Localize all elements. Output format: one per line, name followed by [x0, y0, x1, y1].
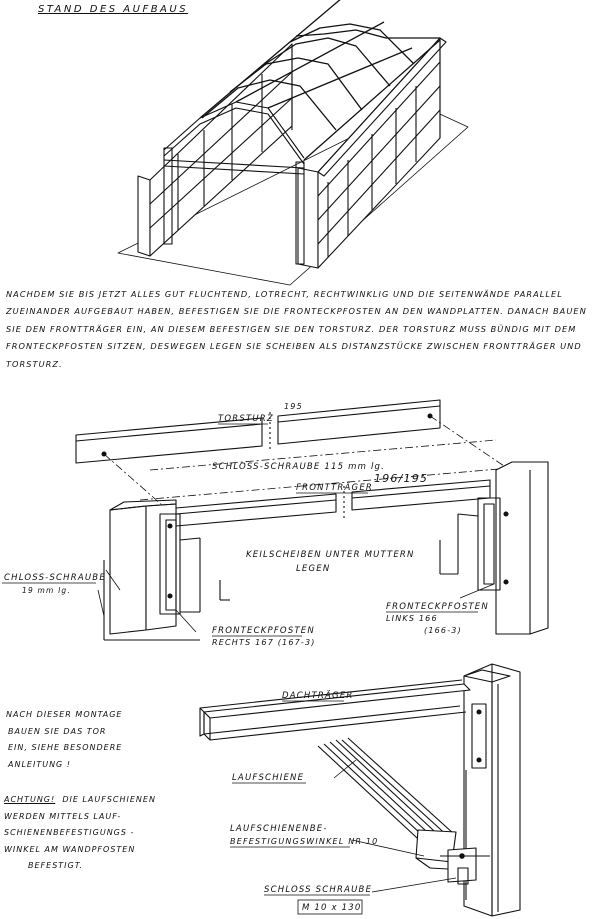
label-post-left-1: FRONTECKPFOSTEN — [386, 602, 489, 612]
note-line-3: EIN, SIEHE BESONDERE — [8, 743, 123, 752]
label-post-left-2: LINKS 166 — [386, 614, 438, 623]
note-line-2: BAUEN SIE DAS TOR — [8, 726, 107, 736]
label-schloss-schraube-long: SCHLOSS-SCHRAUBE 115 mm lg. — [212, 462, 386, 472]
label-frontraeger-number: 196/195 — [374, 472, 429, 485]
label-schloss-schraube-rail: SCHLOSS SCHRAUBE — [264, 885, 373, 895]
warning-line-5: BEFESTIGT. — [28, 861, 84, 870]
dachtraeger-beam — [200, 680, 470, 740]
label-schloss-size: M 10 x 130 — [302, 903, 362, 913]
label-torsturz: TORSTURZ — [218, 414, 274, 424]
warning-line-4: WINKEL AM WANDPFOSTEN — [4, 844, 136, 854]
label-torsturz-number: 195 — [284, 402, 303, 411]
laufschiene-rail — [318, 738, 466, 870]
label-keilscheiben-1: KEILSCHEIBEN UNTER MUTTERN — [246, 550, 415, 560]
label-schloss-schraube-short: CHLOSS-SCHRAUBE — [4, 573, 106, 583]
label-frontraeger: FRONTTRÄGER — [296, 483, 374, 493]
label-keilscheiben-2: LEGEN — [296, 564, 331, 574]
warning-line-3: SCHIENENBEFESTIGUNGS - — [4, 828, 135, 837]
intro-paragraph: NACHDEM SIE BIS JETZT ALLES GUT FLUCHTEND, LOTRECHT, RECHTWINKLIG UND DIE SEITENWÄNDE PARALLEL ZUEINANDER AUFGEBAUT HABEN, BEFESTIGEN SIE DIE FRONTECKPFOSTEN AN DEN WANDPLATTEN. DANACH BAUEN SIE DEN FRONTTRÄGER EIN, AN DIESEM BEFESTIGEN SIE DEN TORSTURZ. DER TORSTURZ MUSS BÜNDIG MIT DEM FRONTECKPFOSTEN SITZEN, DESWEGEN LEGEN SIE SCHEIBEN ALS DISTANZSTÜCKE ZWISCHEN FRONTTRÄGER UND TORSTURZ. — [6, 289, 587, 369]
label-laufschiene: LAUFSCHIENE — [232, 773, 305, 783]
label-dachtraeger: DACHTRÄGER — [282, 691, 354, 701]
label-winkel-2: BEFESTIGUNGSWINKEL NR 10 — [230, 837, 379, 846]
section-heading: STAND DES AUFBAUS — [38, 4, 189, 15]
warning-line-1-rest: DIE LAUFSCHIENEN — [62, 795, 156, 804]
label-post-right-2: RECHTS 167 (167-3) — [212, 638, 316, 647]
warning-word: ACHTUNG! — [4, 795, 56, 804]
label-post-left-3: (166-3) — [424, 626, 462, 635]
warning-line-2: WERDEN MITTELS LAUF- — [4, 811, 122, 821]
label-schloss-schraube-length: 19 mm lg. — [22, 586, 71, 595]
label-winkel-1: LAUFSCHIENENBE- — [230, 824, 328, 834]
note-line-1: NACH DIESER MONTAGE — [6, 710, 123, 719]
note-line-4: ANLEITUNG ! — [8, 759, 72, 769]
label-post-right-1: FRONTECKPFOSTEN — [212, 626, 315, 636]
